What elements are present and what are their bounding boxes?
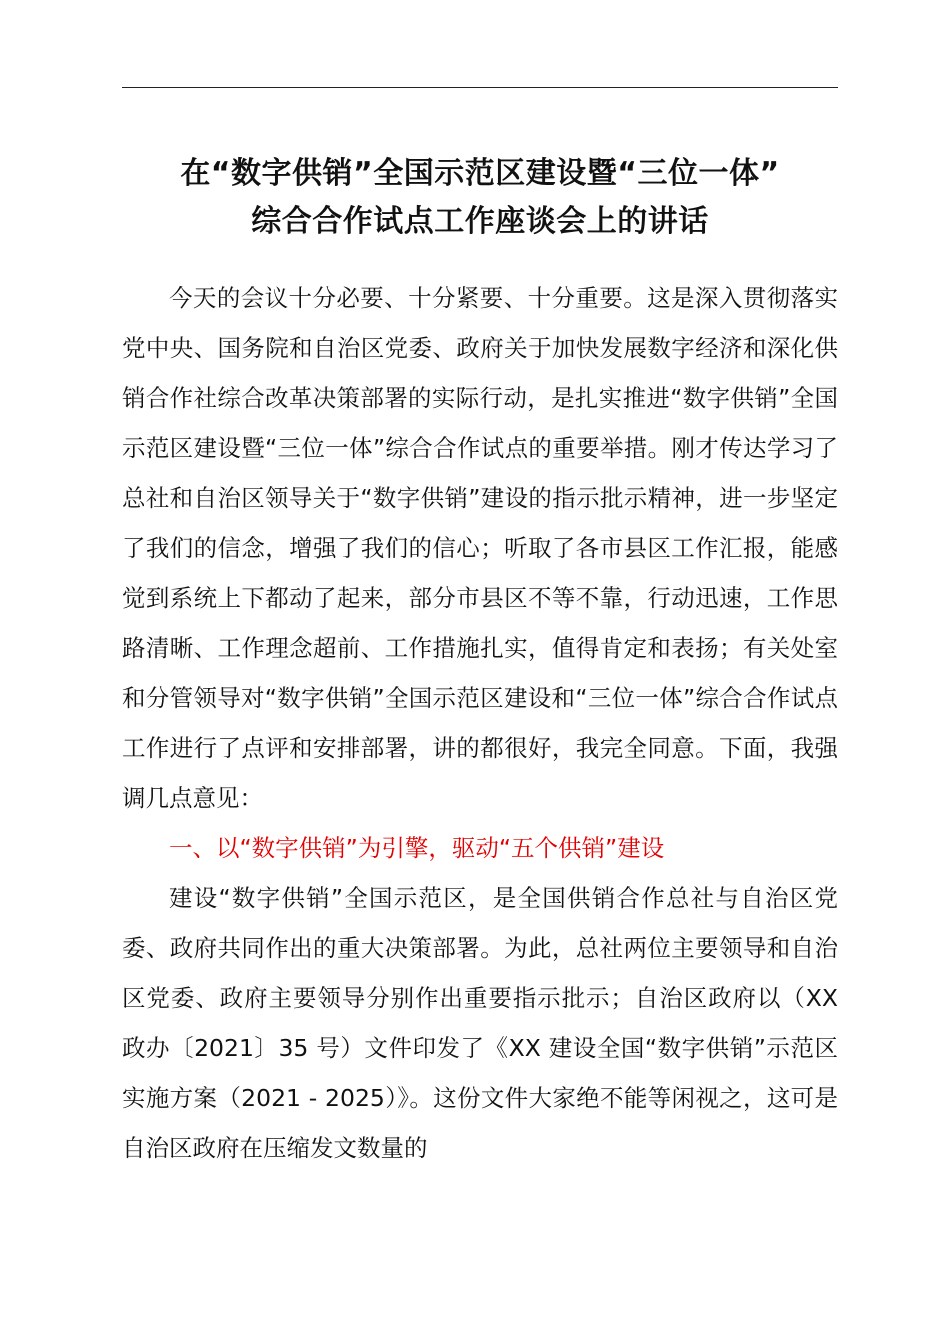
paragraph-2: 建设“数字供销”全国示范区，是全国供销合作总社与自治区党委、政府共同作出的重大决策部署。为此，总社两位主要领导和自治区党委、政府主要领导分别作出重要指示批示；自治区政府以（XX 政办〔2021〕35 号）文件印发了《XX 建设全国“数字供销”示范区实施方案（2021 - 2025）》。这份文件大家绝不能等闲视之，这可是自治区政府在压缩发文数量的 bbox=[122, 884, 838, 1162]
paragraph-1: 今天的会议十分必要、十分紧要、十分重要。这是深入贯彻落实党中央、国务院和自治区党委、政府关于加快发展数字经济和深化供销合作社综合改革决策部署的实际行动，是扎实推进“数字供销”全国示范区建设暨“三位一体”综合合作试点的重要举措。刚才传达学习了总社和自治区领导关于“数字供销”建设的指示批示精神，进一步坚定了我们的信念，增强了我们的信心；听取了各市县区工作汇报，能感觉到系统上下都动了起来，部分市县区不等不靠，行动迅速，工作思路清晰、工作理念超前、工作措施扎实，值得肯定和表扬；有关处室和分管领导对“数字供销”全国示范区建设和“三位一体”综合合作试点工作进行了点评和安排部署，讲的都很好，我完全同意。下面，我强调几点意见： bbox=[122, 284, 838, 812]
document-body bbox=[122, 273, 838, 1173]
header-rule bbox=[122, 87, 838, 88]
document-title bbox=[100, 150, 860, 246]
section-heading-1: 一、以“数字供销”为引擎，驱动“五个供销”建设 bbox=[169, 834, 665, 862]
title-line-2: 综合合作试点工作座谈会上的讲话 bbox=[251, 204, 709, 239]
title-line-1: 在“数字供销”全国示范区建设暨“三位一体” bbox=[180, 156, 780, 191]
